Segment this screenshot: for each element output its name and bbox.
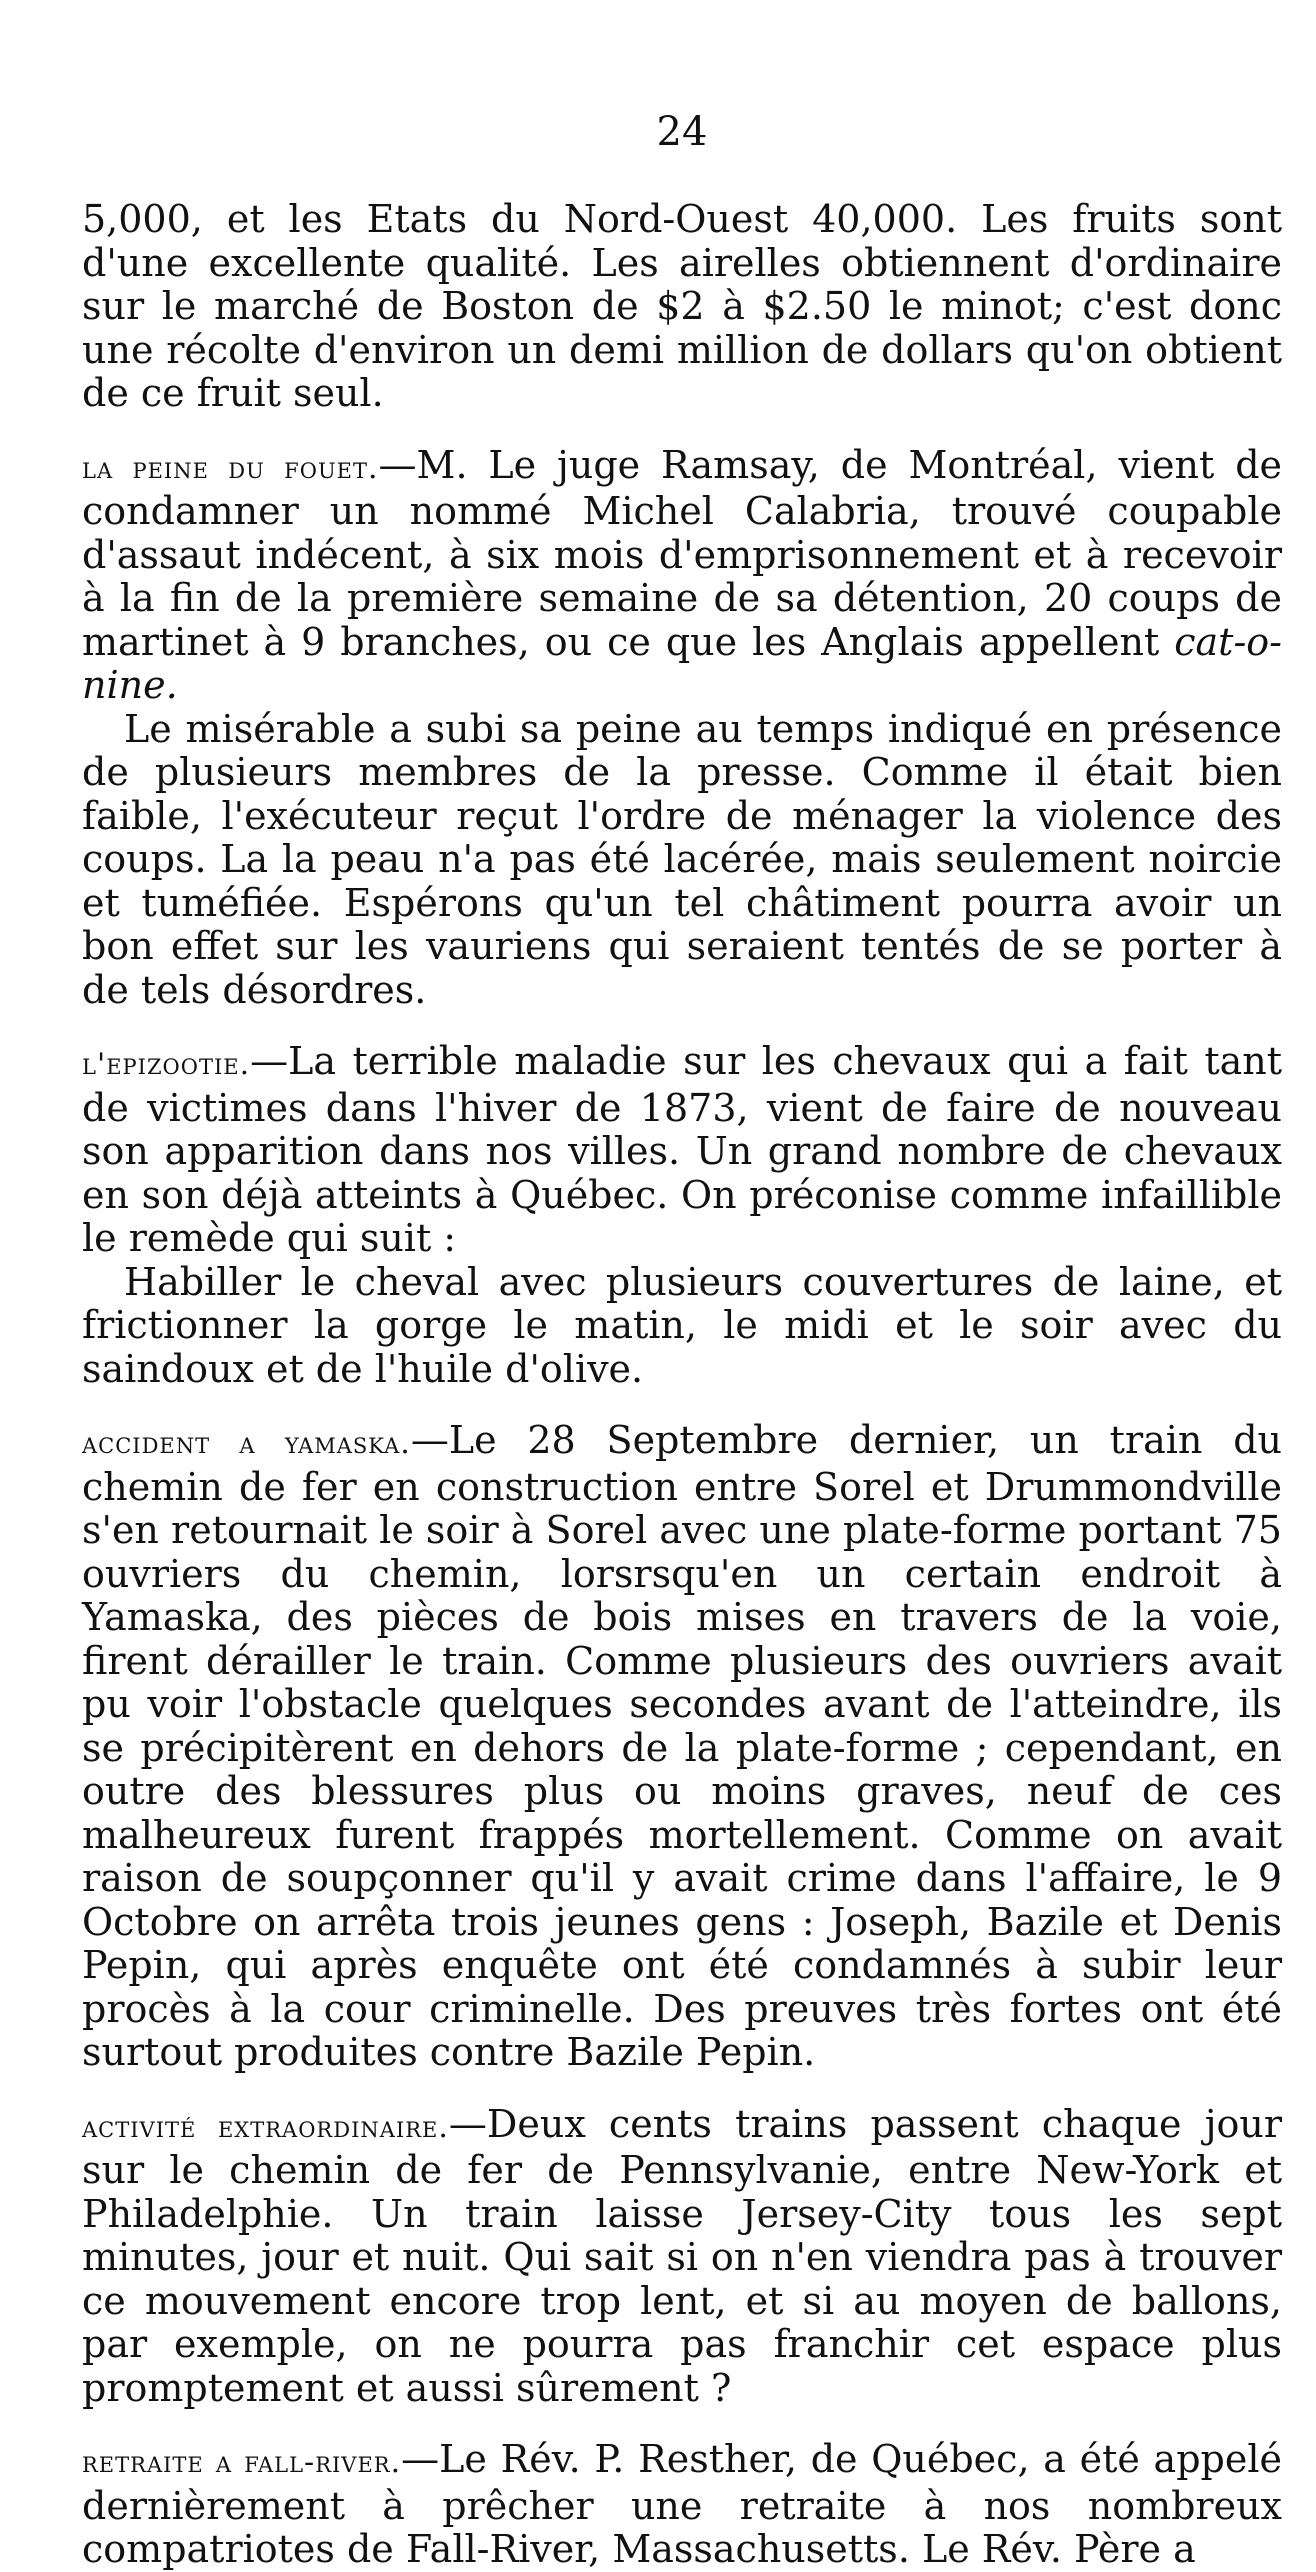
paragraph-text: Le 28 Septembre dernier, un train du chemin de fer en construction entre Sorel et Drummondville s'en retournait le soir à Sorel avec une plate-forme portant 75 ouvriers du chemin, lorsrsqu'en un certain endroit à Yamaska, des pièces de bois mises en travers de la voie, firent dérailler le train. Comme plusieurs des ouvriers avait pu voir l'obstacle quelques secondes avant de l'atteindre, ils se précipitèrent en dehors de la plate-forme ; cependant, en outre des blessures plus ou moins graves, neuf de ces malheureux furent frappés mortellement. Comme on avait raison de soupçonner qu'il y avait crime dans l'affaire, le 9 Octobre on arrêta trois jeunes gens : Joseph, Bazile et Denis Pepin, qui après enquête ont été condamnés à subir leur procès à la cour criminelle. Des preuves très fortes ont été surtout produites contre Bazile Pepin.: [82, 1418, 1283, 2074]
paragraph-text: Deux cents trains passent chaque jour sur le chemin de fer de Pennsylvanie, entre New-York et Philadelphie. Un train laisse Jersey-City tous les sept minutes, jour et nuit. Qui sait si on n'en viendra pas à trouver ce mouvement encore trop lent, et si au moyen de ballons, par exemple, on ne pourra pas franchir cet espace plus promptement et aussi sûrement ?: [82, 2101, 1282, 2410]
article-heading: accident a yamaska.: [82, 1426, 411, 1461]
article-activite-extraordinaire: [82, 2103, 1282, 2411]
paragraph: Le misérable a subi sa peine au temps indiqué en présence de plusieurs membres de la presse. Comme il était bien faible, l'exécuteur reçut l'ordre de ménager la violence des coups. La la peau n'a pas été lacérée, mais seulement noircie et tuméfiée. Espérons qu'un tel châtiment pourra avoir un bon effet sur les vauriens qui seraient tentés de se porter à de tels désordres.: [82, 706, 1282, 1012]
paragraph: [82, 444, 1282, 708]
article-heading: la peine du fouet.: [82, 450, 379, 486]
article-peine-du-fouet: [82, 444, 1282, 1013]
heading-dash: —: [378, 442, 417, 487]
article-heading: l'epizootie.: [82, 1047, 251, 1082]
paragraph: 5,000, et les Etats du Nord-Ouest 40,000. Les fruits sont d'une excellente qualité. Les airelles obtiennent d'ordinaire sur le marché de Boston de $2 à $2.50 le minot; c'est donc une récolte d'environ un demi million de dollars qu'on obtient de ce fruit seul.: [82, 197, 1282, 415]
heading-dash: —: [250, 1039, 289, 1083]
article-heading: retraite a fall-river.: [82, 2445, 402, 2480]
heading-dash: —: [410, 1418, 449, 1462]
heading-dash: —: [401, 2437, 440, 2481]
paragraph: [82, 1419, 1282, 2075]
paragraph: [82, 1040, 1282, 1261]
article-body: [82, 198, 1282, 2572]
paragraph-text: La terrible maladie sur les chevaux qui a fait tant de victimes dans l'hiver de 1873, vient de faire de nouveau son apparition dans nos villes. Un grand nombre de chevaux en son déjà atteints à Québec. On préconise comme infaillible le remède qui suit :: [82, 1039, 1282, 1260]
article-accident-yamaska: [82, 1419, 1282, 2075]
paragraph: [82, 2103, 1282, 2411]
paragraph: Habiller le cheval avec plusieurs couvertures de laine, et frictionner la gorge le matin, le midi et le soir avec du saindoux et de l'huile d'olive.: [82, 1259, 1282, 1391]
article-continuation: [82, 198, 1282, 416]
italic-term: cat-o-nine.: [82, 619, 1282, 707]
heading-dash: —: [448, 2101, 487, 2146]
paragraph-text: Le Rév. P. Resther, de Québec, a été appelé dernièrement à prêcher une retraite à nos nombreux compatriotes de Fall-River, Massachusetts. Le Rév. Père a: [82, 2437, 1282, 2571]
document-page: [82, 108, 1283, 2571]
article-heading: activité extraordinaire.: [82, 2109, 449, 2145]
article-epizootie: [82, 1040, 1282, 1391]
paragraph-text: M. Le juge Ramsay, de Montréal, vient de condamner un nommé Michel Calabria, trouvé coupable d'assaut indécent, à six mois d'emprisonnement et à recevoir à la fin de la première semaine de sa détention, 20 coups de martinet à 9 branches, ou ce que les Anglais appellent: [82, 442, 1283, 664]
page-number: 24: [656, 109, 708, 155]
